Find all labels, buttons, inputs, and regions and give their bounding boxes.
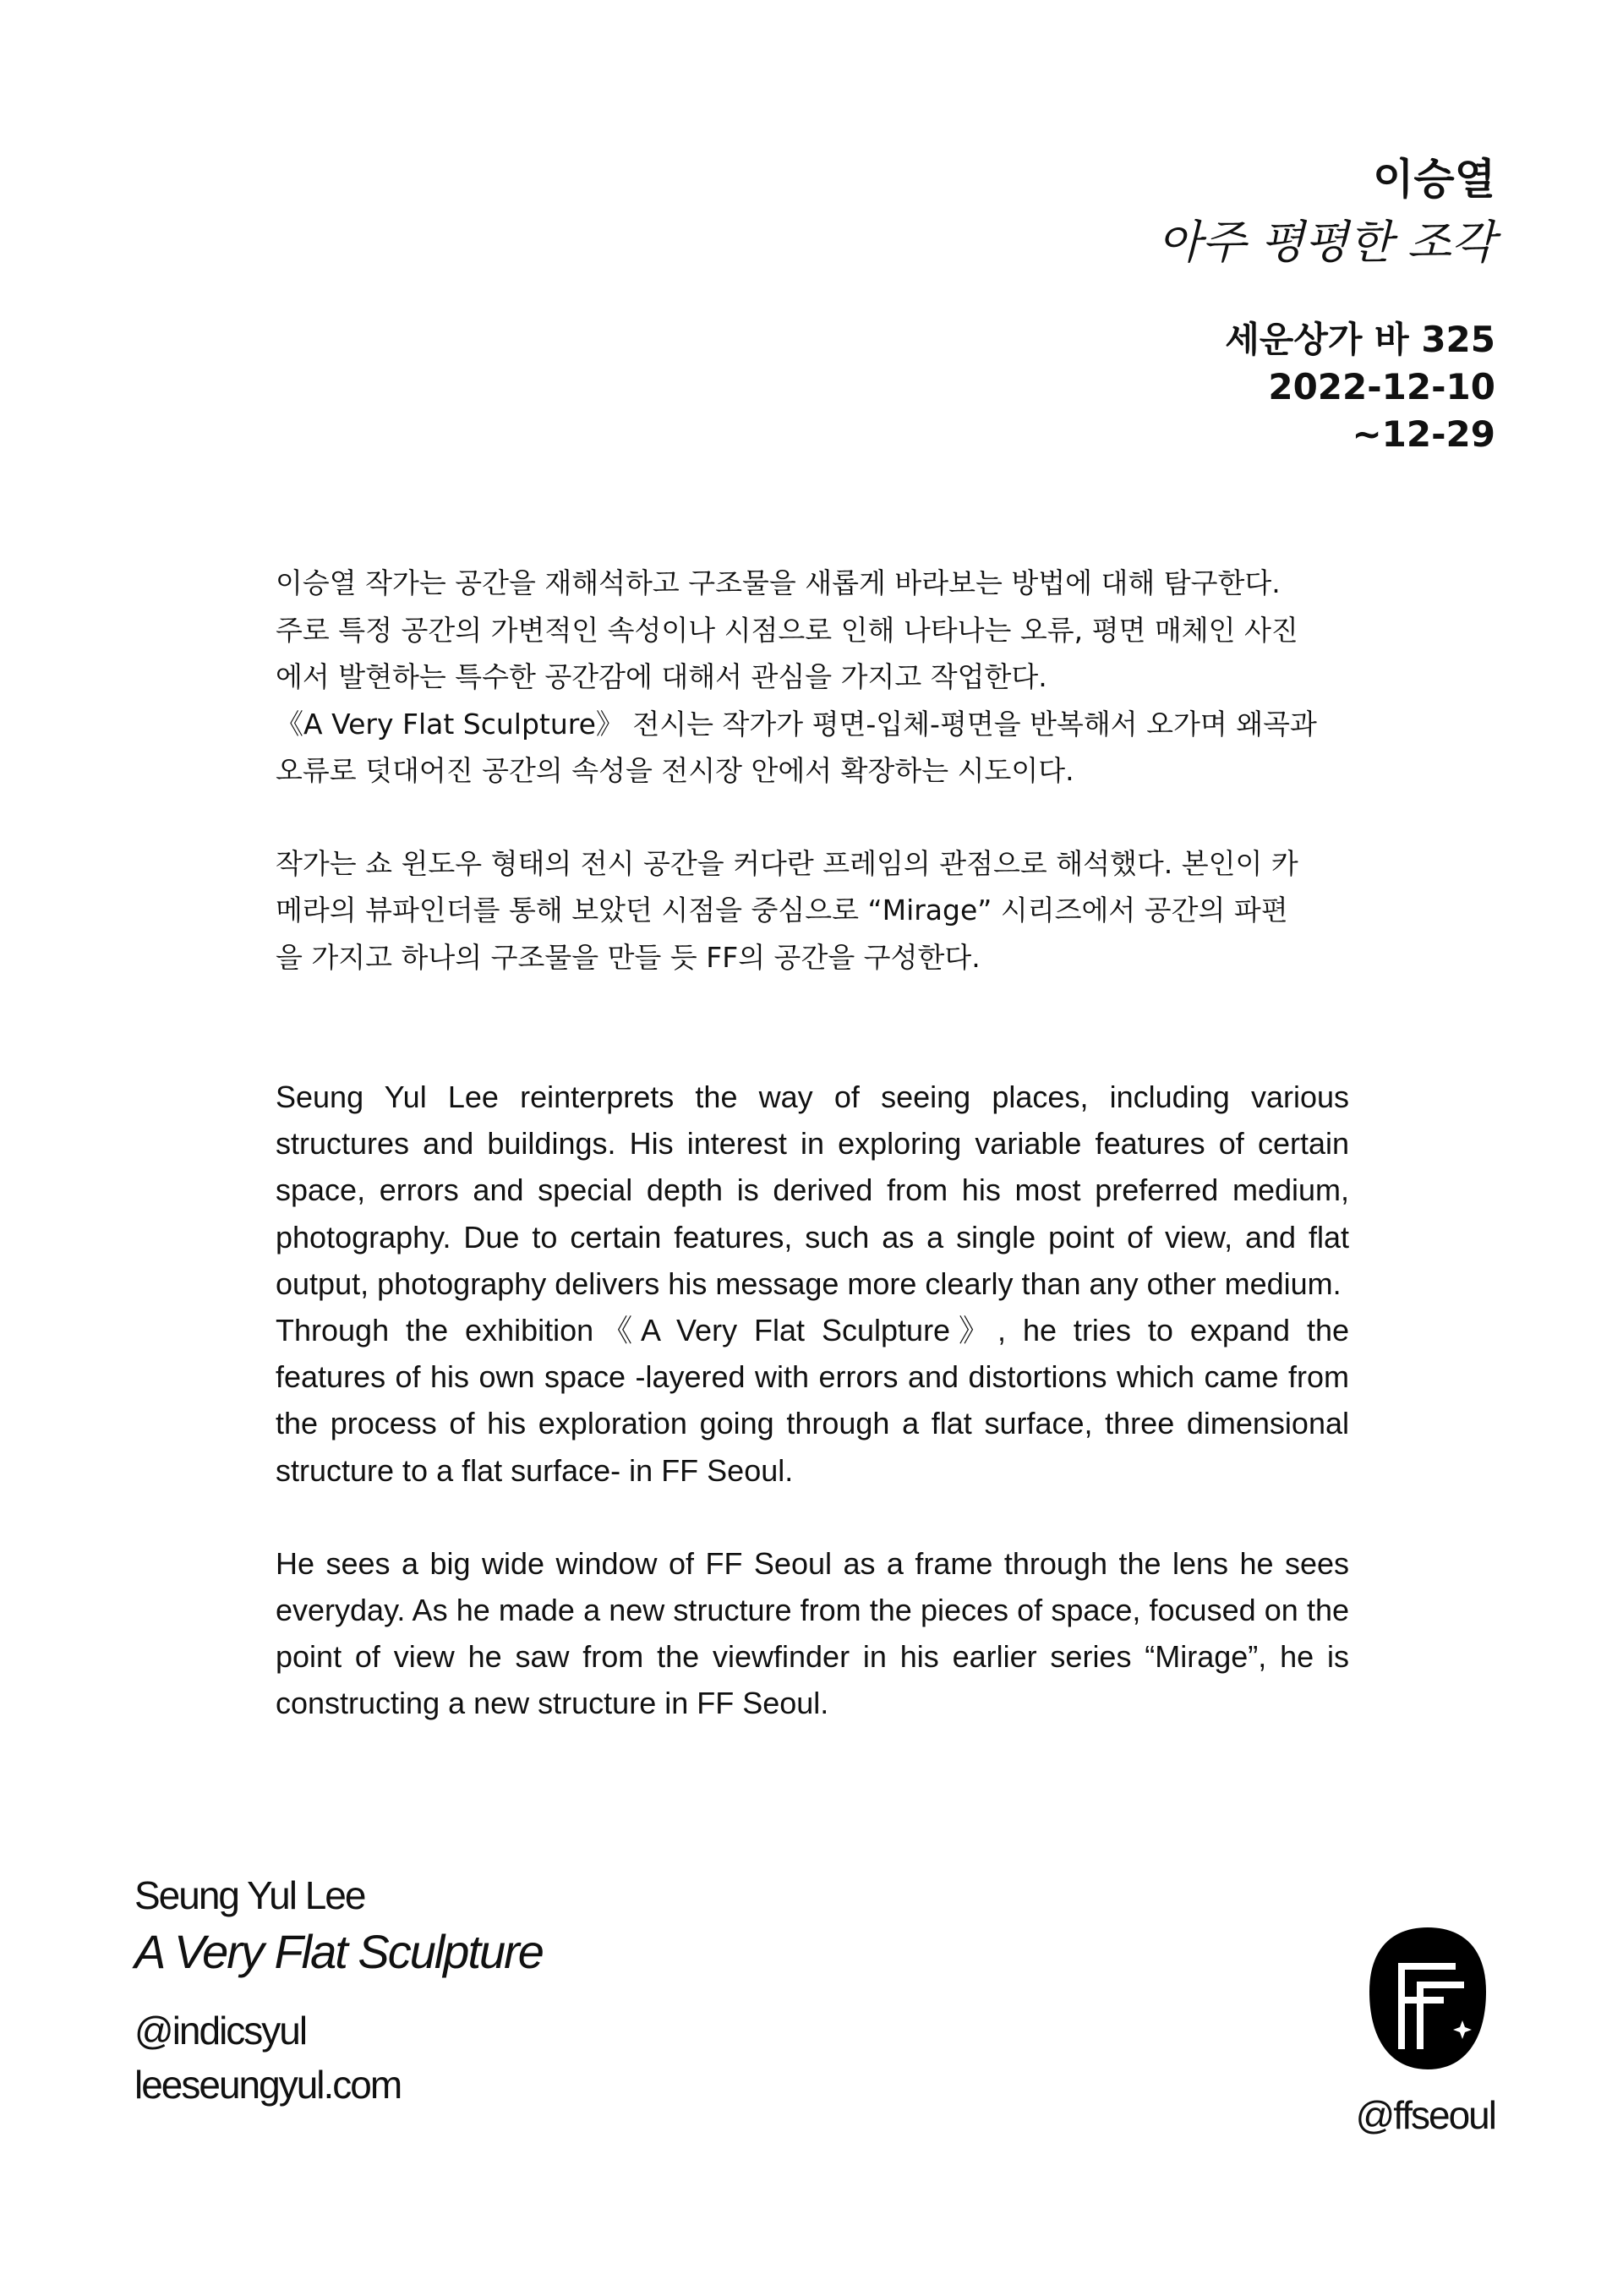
gallery-instagram: @ffseoul [1355,2093,1495,2137]
korean-statement [276,560,1349,981]
english-paragraph-1: Seung Yul Lee reinterprets the way of seeing places, including various structures and buildings. His interest in exploring variable features of certain space, errors and special depth is derived from his most preferred medium, photography. Due to certain features, such as a single point of view, and flat output, photography delivers his message more clearly than any other medium. [276,1080,1349,1301]
end-date: ~12-29 [1352,413,1495,455]
korean-line: 이승열 작가는 공간을 재해석하고 구조물을 새롭게 바라보는 방법에 대해 탐구한다. [276,566,1281,599]
exhibition-title-korean: 아주 평평한 조각 [1157,216,1495,269]
venue-name: 세운상가 바 325 [1225,319,1495,360]
artist-website: leeseungyul.com [134,2063,402,2107]
start-date: 2022-12-10 [1268,366,1495,407]
korean-line: 을 가지고 하나의 구조물을 만들 듯 FF의 공간을 구성한다. [276,940,981,974]
korean-line: 작가는 쇼 윈도우 형태의 전시 공간을 커다란 프레임의 관점으로 해석했다. 본인이 카 [276,846,1298,880]
english-statement [276,1074,1349,1727]
korean-line: 메라의 뷰파인더를 통해 보았던 시점을 중심으로 “Mirage” 시리즈에서 공간의 파편 [276,894,1288,927]
korean-line: 주로 특정 공간의 가변적인 속성이나 시점으로 인해 나타나는 오류, 평면 매체인 사진 [276,613,1298,647]
exhibition-header [819,149,1495,458]
artist-instagram: @indicsyul [134,2009,307,2053]
artist-name-english: Seung Yul Lee [134,1873,365,1917]
korean-line: 《A Very Flat Sculpture》 전시는 작가가 평면-입체-평면을 반복해서 오가며 왜곡과 [276,707,1317,741]
artist-name-korean: 이승열 [1373,155,1495,204]
ff-logo-icon [1368,1926,1488,2071]
english-paragraph-2: Through the exhibition《A Very Flat Sculpture》, he tries to expand the features of his own space -layered with errors and distortions which came from the process of his exploration going through a flat surface, three dimensional structure to a flat surface- in FF Seoul. [276,1313,1349,1488]
korean-line: 에서 발현하는 특수한 공간감에 대해서 관심을 가지고 작업한다. [276,660,1047,693]
artist-credits [134,1868,543,2112]
exhibition-title-english: A Very Flat Sculpture [134,1925,543,1978]
korean-line: 오류로 덧대어진 공간의 속성을 전시장 안에서 확장하는 시도이다. [276,754,1074,787]
exhibition-info [819,316,1495,458]
english-paragraph-3: He sees a big wide window of FF Seoul as a frame through the lens he sees everyday. As he made a new structure from the pieces of space, focused on the point of view he saw from the viewfinder in his earlier series “Mirage”, he is constructing a new structure in FF Seoul. [276,1545,1349,1721]
